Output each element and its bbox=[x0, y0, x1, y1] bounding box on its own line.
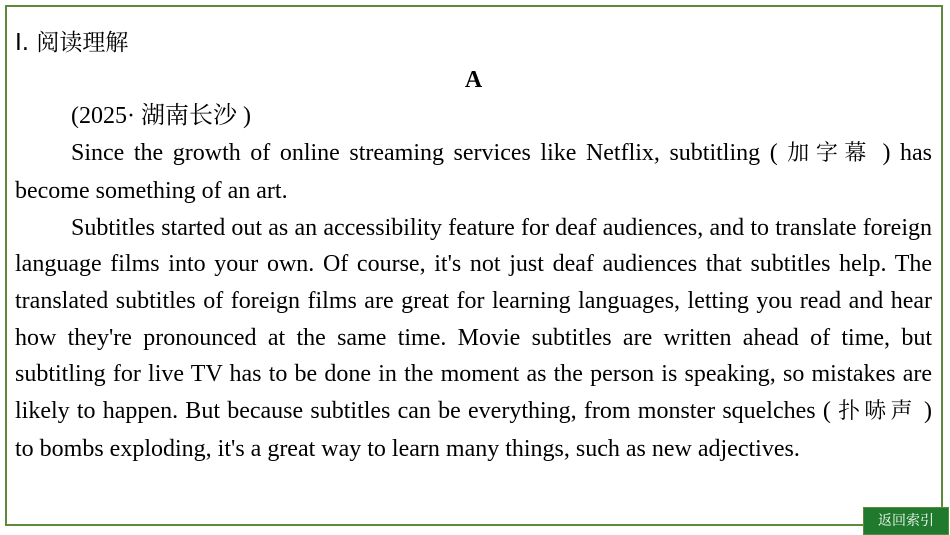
paragraph-2-chinese-gloss: 扑哧声 bbox=[838, 399, 917, 425]
paragraph-1-text-before: Since the growth of online streaming services like Netflix, subtitling ( bbox=[71, 140, 778, 167]
paragraph-2-text-before: Subtitles started out as an accessibility feature for deaf audiences, and to translate foreign language films into your own. Of course, it's not just deaf audiences that subtitles help. The translated subtitles of foreign films are great for learning languages, letting you read and hear how they're pronounced at the same time. Movie subtitles are written ahead of time, but subtitling for live TV has to be done in the moment as the person is speaking, so mistakes are likely to happen. But because subtitles can be everything, from monster squelches ( bbox=[15, 214, 932, 425]
passage-source: (2025· 湖南长沙 ) bbox=[71, 103, 251, 130]
passage-letter: A bbox=[464, 66, 483, 93]
reading-passage bbox=[15, 25, 932, 467]
paragraph-1 bbox=[15, 135, 932, 209]
paragraph-2-text-after: ) to bombs exploding, it's a great way to learn many things, such as new adjectives. bbox=[15, 398, 932, 462]
back-to-index-button[interactable]: 返回索引 bbox=[863, 507, 949, 535]
content-frame bbox=[5, 5, 943, 526]
paragraph-2 bbox=[15, 210, 932, 468]
paragraph-1-chinese-gloss: 加字幕 bbox=[787, 141, 873, 167]
section-heading: Ⅰ. 阅读理解 bbox=[15, 30, 129, 56]
paragraph-1-text-after: ) has become something of an art. bbox=[15, 140, 933, 204]
